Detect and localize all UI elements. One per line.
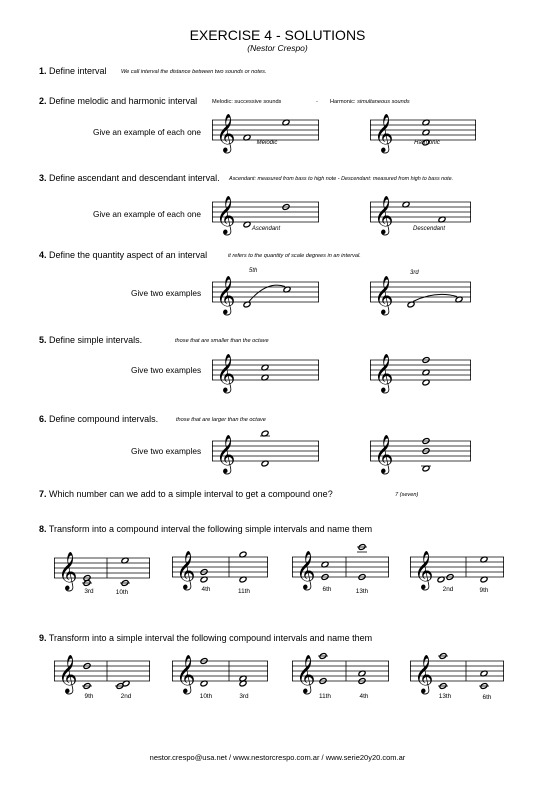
question-5 bbox=[39, 335, 142, 345]
melodic-label: Melodic: bbox=[212, 99, 233, 105]
music-staff bbox=[370, 421, 471, 481]
music-staff bbox=[172, 641, 268, 701]
music-staff bbox=[54, 641, 150, 701]
question-number: 4. bbox=[39, 250, 47, 260]
prompt-5: Give two examples bbox=[131, 365, 202, 375]
music-staff bbox=[370, 262, 471, 322]
page-title: EXERCISE 4 - SOLUTIONS bbox=[189, 27, 366, 43]
treble-clef-icon: 𝄞 bbox=[414, 550, 434, 589]
caption-ascendant: Ascendant bbox=[251, 226, 281, 232]
question-number: 1. bbox=[39, 66, 47, 76]
question-number: 8. bbox=[39, 524, 47, 534]
interval-name: 4th bbox=[359, 693, 369, 700]
interval-name: 6th bbox=[322, 586, 332, 593]
question-text: Define simple intervals. bbox=[49, 335, 143, 345]
treble-clef-icon: 𝄞 bbox=[216, 113, 236, 152]
slur-arc bbox=[249, 285, 285, 301]
treble-clef-icon: 𝄞 bbox=[296, 654, 316, 693]
music-staff bbox=[212, 182, 319, 242]
question-6 bbox=[39, 414, 158, 424]
question-2 bbox=[39, 96, 197, 106]
music-staff bbox=[212, 262, 319, 322]
treble-clef-icon: 𝄞 bbox=[176, 654, 196, 693]
answer-5: those that are smaller than the octave bbox=[175, 338, 269, 344]
prompt-4: Give two examples bbox=[131, 288, 202, 298]
question-text: Define interval bbox=[49, 66, 107, 76]
slur-arc bbox=[413, 294, 457, 301]
treble-clef-icon: 𝄞 bbox=[296, 550, 316, 589]
music-staff bbox=[212, 421, 319, 481]
answer-2-dash: - bbox=[316, 99, 318, 105]
question-text: Define melodic and harmonic interval bbox=[49, 96, 198, 106]
prompt-2: Give an example of each one bbox=[93, 127, 201, 137]
caption-melodic: Melodic bbox=[256, 140, 278, 146]
caption-descendant: Descendant bbox=[412, 226, 446, 232]
music-staff bbox=[370, 340, 471, 400]
interval-name: 9th bbox=[479, 587, 489, 594]
interval-name: 6th bbox=[482, 694, 492, 701]
treble-clef-icon: 𝄞 bbox=[216, 353, 236, 392]
question-text: Define the quantity aspect of an interval bbox=[49, 250, 208, 260]
treble-clef-icon: 𝄞 bbox=[374, 113, 394, 152]
answer-3: Ascendant: measured from bass to high note - Descendant: measured from high to bass note. bbox=[229, 176, 454, 182]
interval-name: 9th bbox=[84, 693, 94, 700]
music-staff bbox=[370, 182, 471, 242]
melodic-def: successive sounds bbox=[234, 99, 282, 105]
question-7 bbox=[39, 489, 333, 499]
question-text: Which number can we add to a simple interval to get a compound one? bbox=[49, 489, 333, 499]
interval-name: 2nd bbox=[442, 586, 454, 593]
music-staff bbox=[54, 538, 150, 598]
music-staff bbox=[292, 641, 389, 701]
music-staff bbox=[410, 537, 504, 597]
prompt-6: Give two examples bbox=[131, 446, 202, 456]
treble-clef-icon: 𝄞 bbox=[216, 434, 236, 473]
treble-clef-icon: 𝄞 bbox=[58, 654, 78, 693]
footer-contacts: nestor.crespo@usa.net / www.nestorcrespo.com.ar / www.serie20y20.com.ar bbox=[149, 753, 406, 762]
interval-name: 13th bbox=[438, 693, 452, 700]
treble-clef-icon: 𝄞 bbox=[216, 195, 236, 234]
music-staff bbox=[370, 100, 476, 160]
interval-name: 4th bbox=[201, 586, 211, 593]
question-number: 9. bbox=[39, 633, 47, 643]
question-4 bbox=[39, 250, 207, 260]
question-text: Define ascendant and descendant interval. bbox=[49, 173, 220, 183]
music-staff bbox=[212, 100, 319, 160]
question-1 bbox=[39, 66, 107, 76]
label-5th: 5th bbox=[249, 268, 258, 274]
treble-clef-icon: 𝄞 bbox=[374, 195, 394, 234]
question-number: 6. bbox=[39, 414, 47, 424]
author: (Nestor Crespo) bbox=[247, 43, 308, 53]
music-staff bbox=[172, 537, 268, 597]
question-number: 5. bbox=[39, 335, 47, 345]
answer-7: 7 (seven) bbox=[395, 492, 419, 498]
answer-6: those that are larger than the octave bbox=[176, 417, 266, 423]
question-number: 7. bbox=[39, 489, 47, 499]
question-3 bbox=[39, 173, 220, 183]
harmonic-label: Harmonic: bbox=[330, 99, 356, 105]
music-staff bbox=[212, 340, 319, 400]
treble-clef-icon: 𝄞 bbox=[414, 654, 434, 693]
treble-clef-icon: 𝄞 bbox=[58, 551, 78, 590]
interval-name: 2nd bbox=[120, 693, 132, 700]
question-8 bbox=[39, 524, 372, 534]
caption-harmonic: Harmonic bbox=[414, 140, 440, 146]
treble-clef-icon: 𝄞 bbox=[374, 434, 394, 473]
harmonic-def: simultaneous sounds bbox=[357, 99, 410, 105]
answer-4: it refers to the quantity of scale degrees in an interval. bbox=[228, 253, 361, 259]
label-3rd: 3rd bbox=[410, 270, 419, 276]
question-text: Transform into a compound interval the following simple intervals and name them bbox=[48, 524, 373, 534]
interval-name: 3rd bbox=[239, 693, 249, 700]
interval-name: 11th bbox=[238, 588, 250, 595]
interval-name: 10th bbox=[199, 693, 213, 700]
music-staff bbox=[292, 537, 389, 597]
interval-name: 10th bbox=[115, 589, 129, 596]
question-number: 3. bbox=[39, 173, 47, 183]
question-text: Define compound intervals. bbox=[49, 414, 159, 424]
answer-1: We call interval the distance between two sounds or notes. bbox=[121, 69, 267, 75]
prompt-3: Give an example of each one bbox=[93, 209, 201, 219]
treble-clef-icon: 𝄞 bbox=[374, 275, 394, 314]
question-number: 2. bbox=[39, 96, 47, 106]
treble-clef-icon: 𝄞 bbox=[374, 353, 394, 392]
question-text: Transform into a simple interval the following compound intervals and name them bbox=[48, 633, 373, 643]
treble-clef-icon: 𝄞 bbox=[216, 275, 236, 314]
treble-clef-icon: 𝄞 bbox=[176, 550, 196, 589]
interval-name: 11th bbox=[319, 693, 331, 700]
music-staff bbox=[410, 641, 504, 701]
interval-name: 3rd bbox=[84, 588, 94, 595]
interval-name: 13th bbox=[355, 588, 369, 595]
